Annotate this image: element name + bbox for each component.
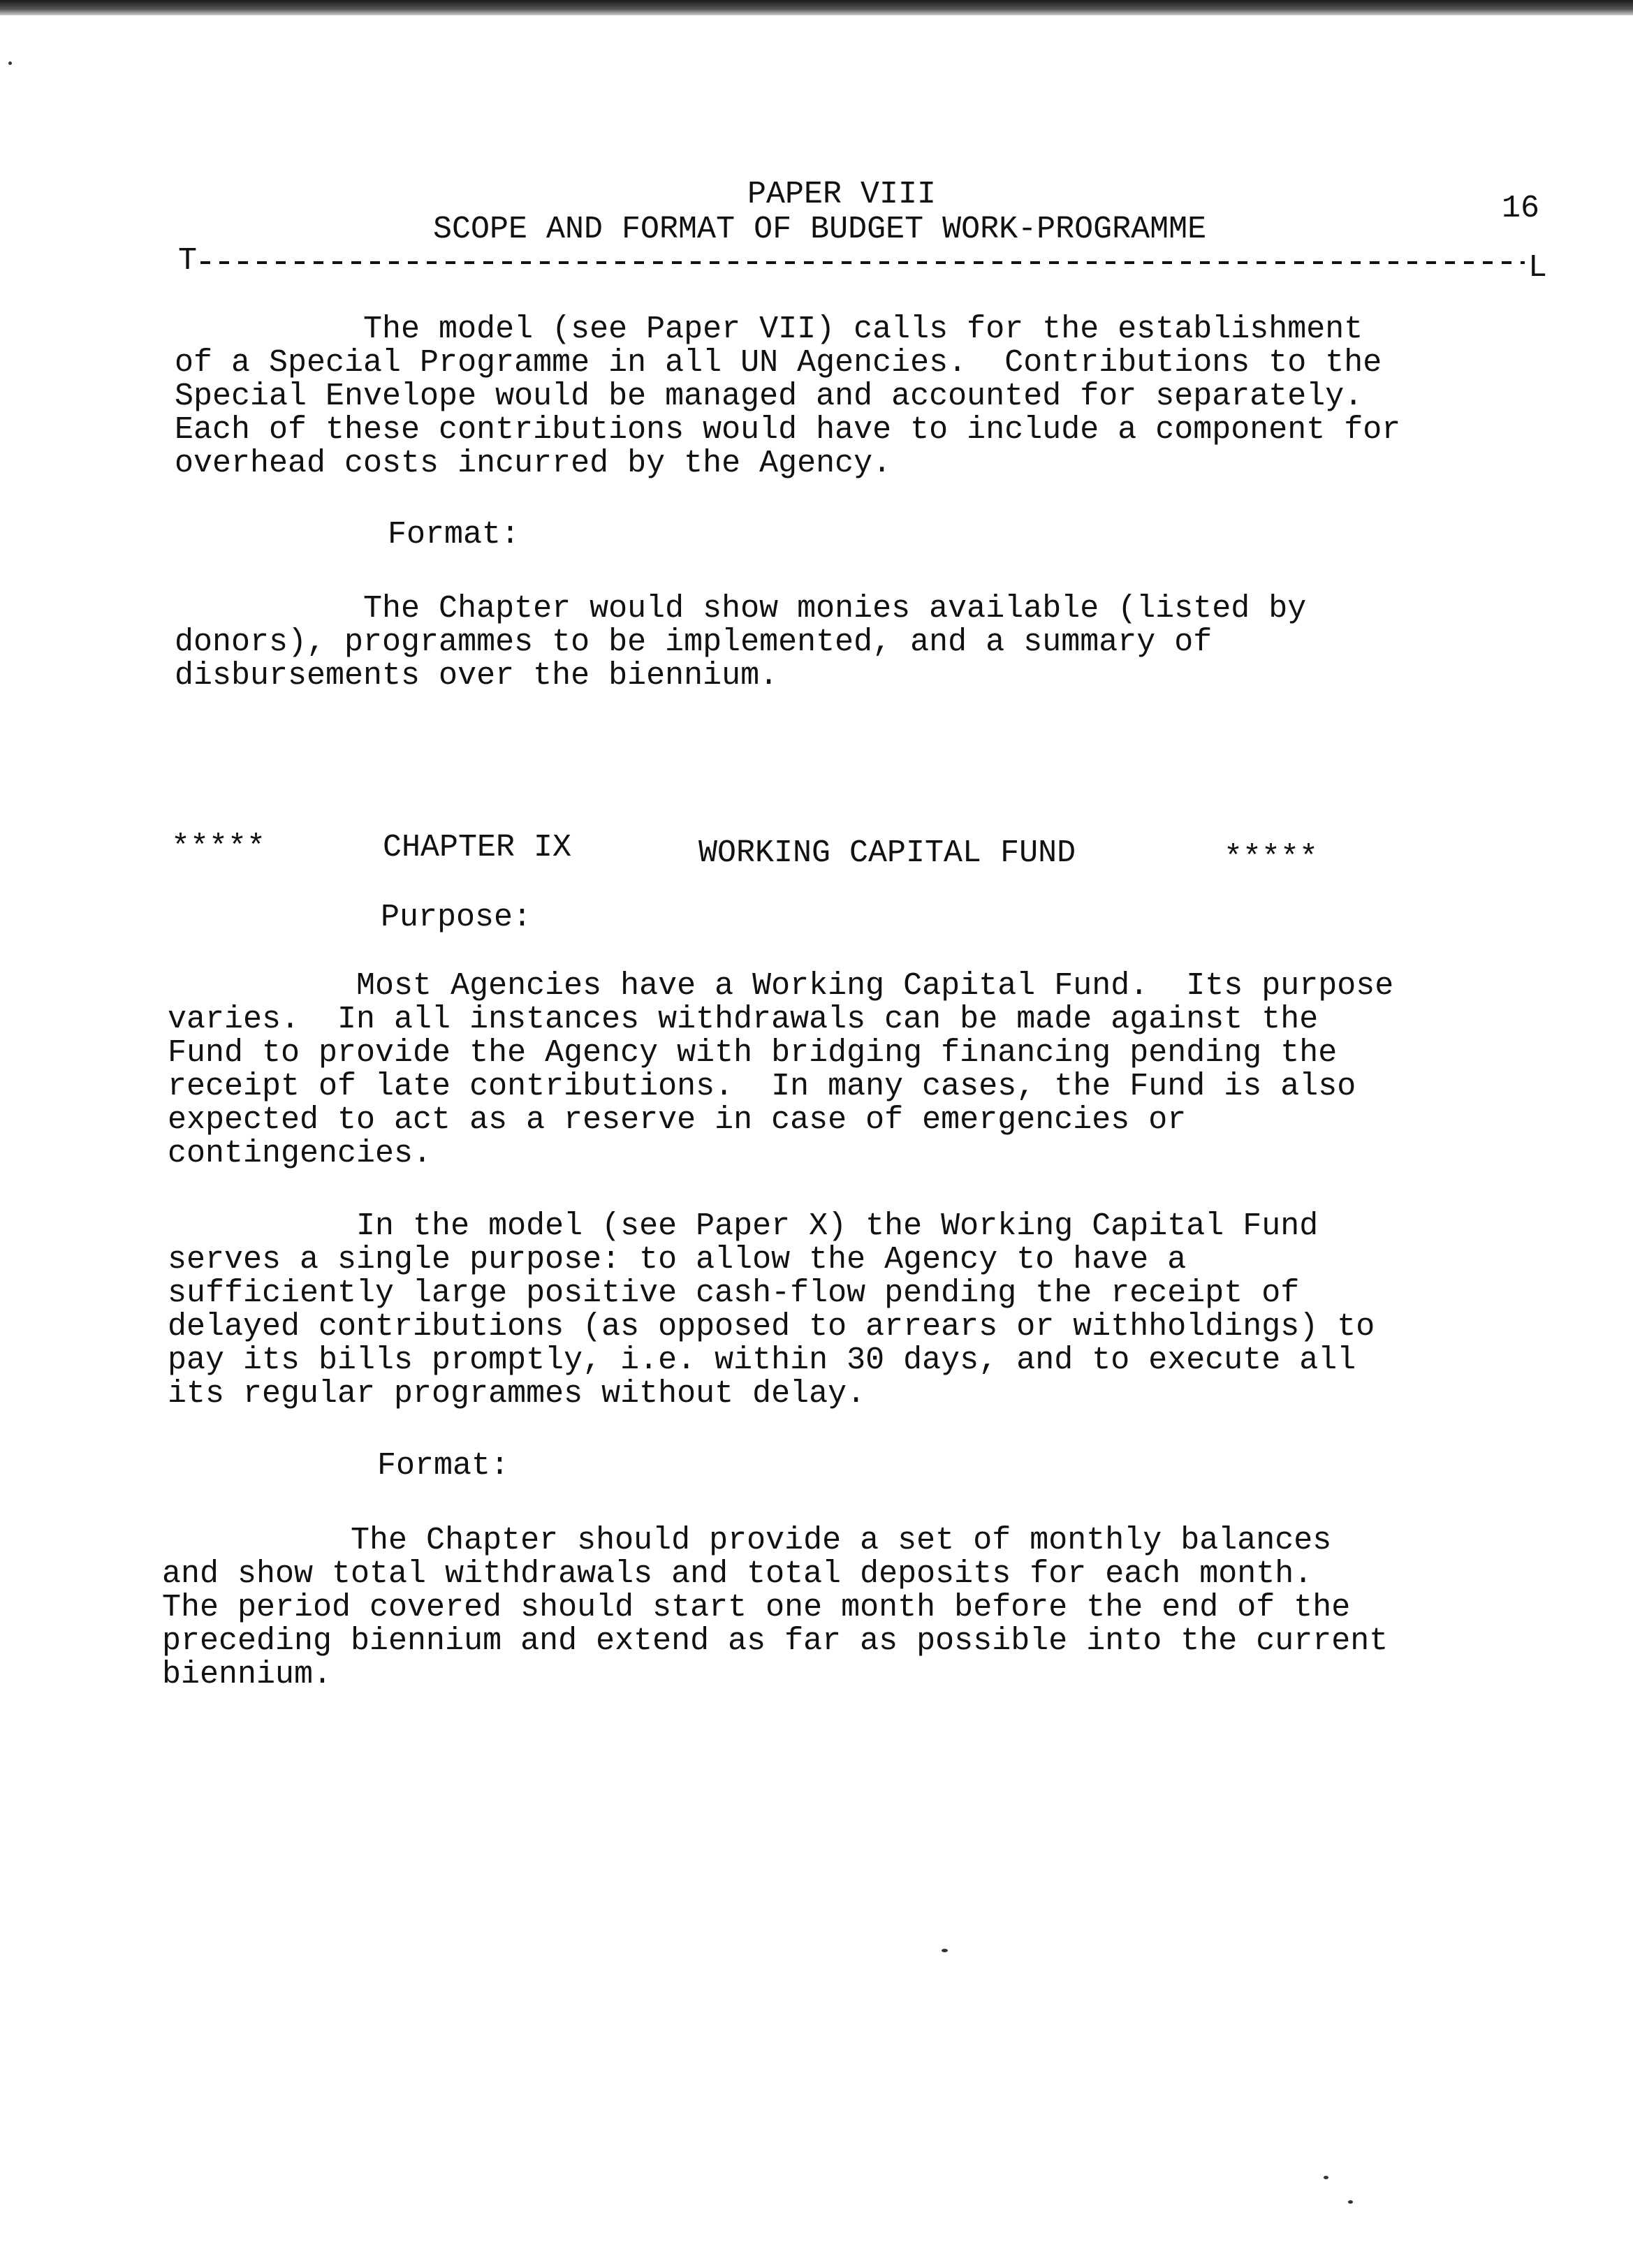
- chapter-title: WORKING CAPITAL FUND: [698, 835, 1076, 871]
- page-subtitle: SCOPE AND FORMAT OF BUDGET WORK-PROGRAMME: [433, 212, 1207, 247]
- scan-edge: [0, 0, 1633, 15]
- header-rule: [178, 243, 1547, 286]
- scan-speck: [942, 1949, 948, 1952]
- format-paragraph: The Chapter would show monies available (listed by donors), programmes to be implemented, and a summary of disbursements over the biennium.: [175, 591, 1307, 694]
- purpose-paragraph: Most Agencies have a Working Capital Fund. Its purpose varies. In all instances withdrawals can be made against the Fund to provide the Agency with bridging financing pending the receipt of late contributions. In many cases, the Fund is also expected to act as a reserve in case of emergencies or contingencies.: [168, 968, 1394, 1171]
- scan-speck: [8, 61, 12, 65]
- rule-right-marker: L: [1528, 250, 1547, 286]
- scan-speck: [1324, 2176, 1328, 2179]
- chapter-label: CHAPTER IX: [383, 830, 572, 865]
- chapter-stars-right: *****: [1224, 840, 1319, 876]
- format-heading: Format:: [388, 517, 520, 553]
- intro-paragraph: The model (see Paper VII) calls for the establishment of a Special Programme in all UN Agencies. Contributions to the Special Envelope would be managed and accounted for separately. Each of these contributions would have to include a component for overhead costs incurred by the Agency.: [175, 312, 1401, 481]
- page-number: 16: [1502, 191, 1540, 226]
- dashed-divider: [200, 261, 1525, 264]
- rule-left-marker: T: [178, 243, 198, 279]
- chapter-format-heading: Format:: [377, 1448, 510, 1484]
- scan-speck: [1348, 2200, 1353, 2204]
- chapter-format-paragraph: The Chapter should provide a set of monthly balances and show total withdrawals and total deposits for each month. The period covered should start one month before the end of the preceding biennium and extend as far as possible into the current biennium.: [162, 1523, 1389, 1692]
- chapter-stars-left: *****: [171, 830, 266, 865]
- model-paragraph: In the model (see Paper X) the Working Capital Fund serves a single purpose: to allow the Agency to have a sufficiently large positive cash-flow pending the receipt of delayed contributions (as opposed to arrears or withholdings) to pay its bills promptly, i.e. within 30 days, and to execute all its regular programmes without delay.: [168, 1208, 1375, 1412]
- page-title: PAPER VIII: [747, 177, 937, 212]
- purpose-heading: Purpose:: [381, 900, 532, 935]
